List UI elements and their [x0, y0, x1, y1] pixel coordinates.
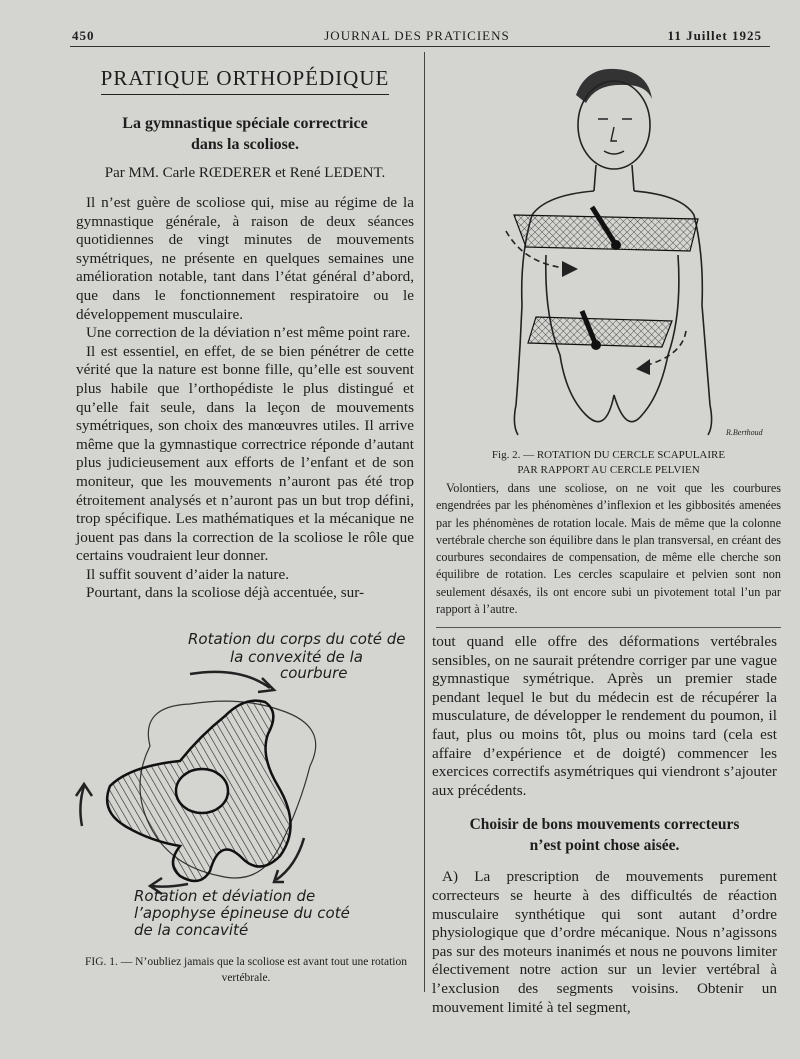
artist-signature: R.Berthoud	[726, 428, 763, 437]
spinal-canal	[176, 769, 228, 813]
rotation-arrow-top	[190, 672, 270, 688]
paragraph: A) La prescription de mouvements purement correcteurs se heurte à des difficultés de réaction musculaire synthétique qui sont autant d’ordre physiologique que d’ordre mécanique. Nous n’agissons pas sur des moteurs inanimés et nous ne pouvons limiter électivement notre action sur un levier vertébral à l’exclusion des segments voisins. Obtenir un mouvement limité à tel segment,	[432, 868, 777, 1016]
annotation-bottom-1: Rotation et déviation de	[134, 887, 316, 905]
rotation-arrow-left	[80, 786, 84, 826]
pelvis-pivot	[591, 340, 601, 350]
shoulder-arrowhead	[562, 261, 578, 277]
article-authors: Par MM. Carle RŒDERER et René LEDENT.	[104, 165, 386, 181]
issue-date: 11 Juillet 1925	[667, 28, 762, 43]
figure-2-torso	[436, 55, 781, 445]
column-divider	[424, 52, 425, 992]
annotation-top-2: la convexité de la	[230, 648, 363, 666]
header-rule	[70, 46, 770, 47]
paragraph: Il n’est guère de scoliose qui, mise au régime de la gymnastique générale, à raison de deux séances quotidiennes de vingt minutes de mouvements symétriques, ne présente en quelques semaines une amélioration notable, tant dans l’état général d’abord, que dans le fonctionnement respiratoire ou le développement musculaire.	[76, 194, 414, 323]
note-rule	[436, 627, 781, 628]
annotation-top-1: Rotation du corps du coté de	[188, 630, 406, 648]
pelvis-arrowhead	[636, 359, 650, 375]
figure-2-note: Volontiers, dans une scoliose, on ne voit que les courbures engendrées par les phénomènes d’inflexion et les gibbosités amenées par les phénomènes de rotation locale. Mais de même que la colonne vertébrale cherche son équilibre dans le plan transversal, en créant des courbures secondaires de compensation, de même elle cherche son équilibre de rotation. Les cercles scapulaire et pelvien sont non seulement désaxés, ils ont encore subi un pivotement total l’un par rapport à l’autre.	[436, 481, 781, 617]
paragraph: tout quand elle offre des déformations vertébrales sensibles, on ne saurait prétendre corriger par une vague gymnastique symétrique. Après un premier stade pendant lequel le but du médecin est de récupérer la musculature, de développer le rendement du poumon, il faut, plus ou moins tôt, plus ou moins tard (cela est affaire d’expérience et de doigté) commencer les exercices correctifs asymétriques qui viendront s’ajouter aux précédents.	[432, 633, 777, 799]
annotation-top-3: courbure	[280, 664, 348, 682]
right-column	[432, 633, 777, 1017]
page-header	[72, 22, 762, 46]
paragraph: Il suffit souvent d’aider la nature.	[86, 565, 289, 583]
left-column	[76, 60, 414, 603]
figure-2-caption: Fig. 2. — ROTATION DU CERCLE SCAPULAIRE PAR RAPPORT AU CERCLE PELVIEN	[491, 449, 726, 476]
head	[578, 81, 650, 169]
paragraph: Il est essentiel, en effet, de se bien pénétrer de cette vérité que la nature est bonne fille, qu’elle est souvent plus habile que l’orthopédiste le plus distingué et qu’elle fait seule, dans la leçon de mouvements symétriques, son choix des manœuvres utiles. Il arrive même que la gymnastique correctrice réponde d’autant plus judicieusement aux efforts de l’enfant et de son moniteur, que les mouvements n’auront pas été trop étroitement analysés et n’auront pas un but trop défini, trop spécifique. Les mathématiques et la mécanique ne jouent pas dans la correction de la scoliose le rôle que certains voudraient leur donner.	[76, 342, 414, 565]
hair	[576, 69, 652, 103]
face-features	[598, 119, 632, 154]
shoulder-pivot	[611, 240, 621, 250]
figure-1-vertebra	[70, 626, 418, 946]
annotation-bottom-3: de la concavité	[134, 921, 249, 939]
paragraph: Pourtant, dans la scoliose déjà accentuée, sur-	[86, 584, 365, 602]
figure-1-caption: FIG. 1. — N’oubliez jamais que la scoliose est avant tout une rotation vertébrale.	[85, 956, 407, 984]
paragraph: Une correction de la déviation n’est même point rare.	[86, 324, 411, 342]
journal-title: JOURNAL DES PRATICIENS	[324, 28, 510, 43]
section-title: PRATIQUE ORTHOPÉDIQUE	[76, 66, 414, 91]
article-title: La gymnastique spéciale correctrice dans la scoliose.	[122, 115, 368, 153]
section-subtitle: Choisir de bons mouvements correcteurs n’est point chose aisée.	[469, 816, 740, 855]
annotation-bottom-2: l’apophyse épineuse du coté	[134, 904, 350, 922]
page-number: 450	[72, 28, 95, 43]
